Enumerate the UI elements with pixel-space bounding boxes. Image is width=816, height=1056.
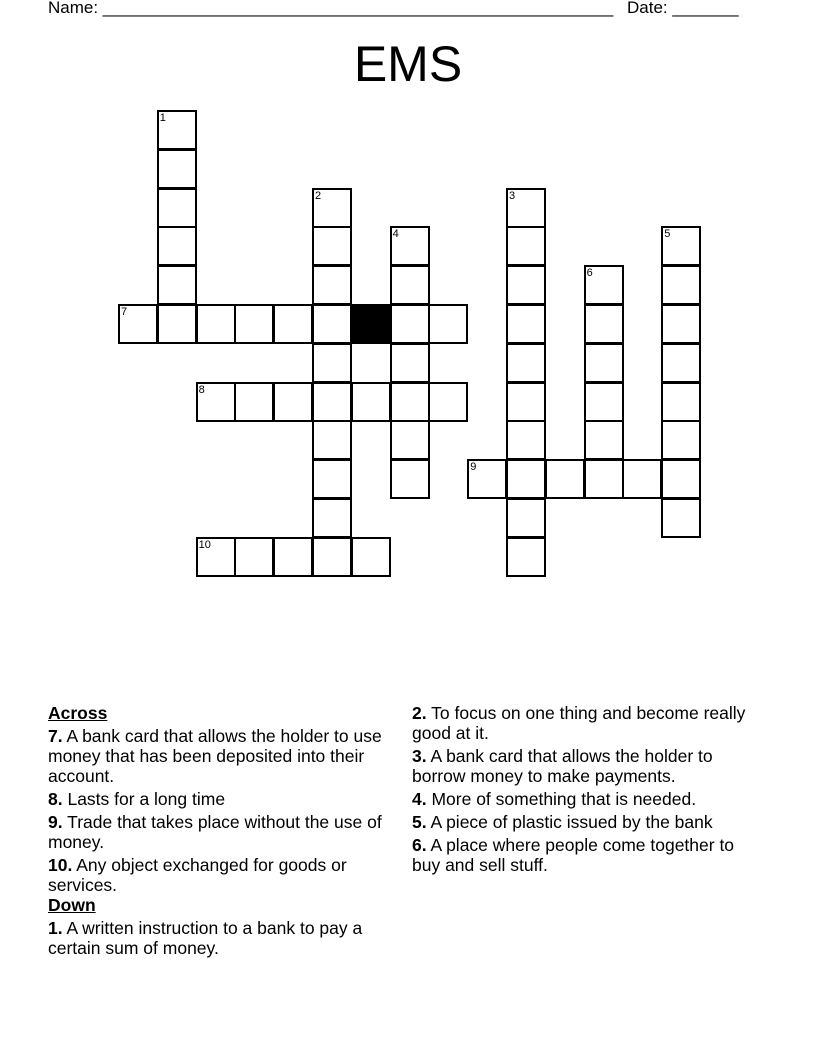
grid-cell[interactable] <box>506 498 546 538</box>
grid-cell[interactable] <box>312 420 352 460</box>
clue-down-1 <box>48 918 393 958</box>
grid-cell[interactable] <box>390 343 430 383</box>
clue-number: 6. <box>412 835 427 855</box>
grid-cell[interactable] <box>428 304 468 344</box>
clue-number: 10. <box>48 855 73 875</box>
grid-cell[interactable] <box>390 420 430 460</box>
clue-number-label: 8 <box>198 383 205 396</box>
clue-text: Trade that takes place without the use of money. <box>48 812 382 852</box>
clue-number-label: 6 <box>586 267 593 280</box>
grid-cell[interactable] <box>506 226 546 266</box>
grid-cell[interactable] <box>196 304 236 344</box>
grid-cell[interactable] <box>157 304 197 344</box>
clue-number-label: 3 <box>509 189 516 202</box>
name-field: Name: ______________________________________________________ <box>48 0 614 17</box>
clue-text: To focus on one thing and become really good at it. <box>412 703 746 743</box>
grid-cell[interactable] <box>390 265 430 305</box>
clue-number-label: 7 <box>121 306 128 318</box>
clue-number-label: 1 <box>159 112 166 124</box>
clue-text: A bank card that allows the holder to use money that has been deposited into their account. <box>48 726 382 786</box>
grid-cell[interactable] <box>390 382 430 422</box>
grid-cell[interactable] <box>584 420 624 460</box>
grid-cell[interactable] <box>661 226 701 266</box>
grid-cell[interactable] <box>506 188 546 228</box>
grid-cell[interactable] <box>312 498 352 538</box>
clue-down-3 <box>412 746 757 786</box>
grid-cell[interactable] <box>661 343 701 383</box>
clue-down-5 <box>412 812 757 832</box>
grid-cell[interactable] <box>196 382 236 422</box>
page-title: EMS <box>353 36 463 92</box>
grid-cell[interactable] <box>312 382 352 422</box>
clue-across-9 <box>48 812 393 852</box>
clue-number: 7. <box>48 726 63 746</box>
clue-number-label: 10 <box>198 538 211 551</box>
grid-cell[interactable] <box>545 459 585 499</box>
grid-cell[interactable] <box>661 420 701 460</box>
grid-cell[interactable] <box>390 226 430 266</box>
grid-cell[interactable] <box>390 304 430 344</box>
grid-cell[interactable] <box>506 459 546 499</box>
grid-cell[interactable] <box>234 537 274 577</box>
grid-cell[interactable] <box>467 459 507 499</box>
grid-cell[interactable] <box>584 459 624 499</box>
grid-cell[interactable] <box>273 537 313 577</box>
grid-cell[interactable] <box>312 537 352 577</box>
grid-cell[interactable] <box>157 110 197 150</box>
grid-cell[interactable] <box>622 459 662 499</box>
grid-cell[interactable] <box>351 537 391 577</box>
grid-cell[interactable] <box>312 343 352 383</box>
clue-down-4 <box>412 789 757 809</box>
grid-cell[interactable] <box>390 459 430 499</box>
grid-cell[interactable] <box>312 304 352 344</box>
grid-cell[interactable] <box>506 265 546 305</box>
grid-cell[interactable] <box>661 265 701 305</box>
grid-cell[interactable] <box>428 382 468 422</box>
grid-cell[interactable] <box>661 459 701 499</box>
clue-text: A written instruction to a bank to pay a certain sum of money. <box>48 918 363 958</box>
clues-right-column <box>412 703 757 878</box>
grid-cell[interactable] <box>234 304 274 344</box>
grid-cell[interactable] <box>584 265 624 305</box>
grid-cell[interactable] <box>661 498 701 538</box>
clue-number: 2. <box>412 703 427 723</box>
clue-across-7 <box>48 726 393 786</box>
grid-cell[interactable] <box>506 537 546 577</box>
clue-number-label: 5 <box>664 228 671 241</box>
clue-number-label: 9 <box>470 461 477 474</box>
clue-down-6 <box>412 835 757 875</box>
clue-across-10 <box>48 855 393 895</box>
across-heading: Across <box>48 703 108 723</box>
grid-cell[interactable] <box>351 382 391 422</box>
grid-cell[interactable] <box>506 420 546 460</box>
clue-number: 5. <box>412 812 427 832</box>
grid-cell[interactable] <box>273 382 313 422</box>
grid-cell[interactable] <box>157 265 197 305</box>
clue-number-label: 4 <box>392 228 399 241</box>
grid-cell[interactable] <box>506 304 546 344</box>
clue-number: 9. <box>48 812 63 832</box>
clue-text: A piece of plastic issued by the bank <box>426 812 713 832</box>
grid-cell[interactable] <box>506 343 546 383</box>
grid-cell[interactable] <box>312 226 352 266</box>
grid-cell[interactable] <box>312 459 352 499</box>
grid-cell[interactable] <box>118 304 158 344</box>
clue-number: 1. <box>48 918 63 938</box>
grid-cell[interactable] <box>661 304 701 344</box>
grid-cell[interactable] <box>234 382 274 422</box>
clue-text: Any object exchanged for goods or services. <box>48 855 347 895</box>
clue-text: Lasts for a long time <box>62 789 226 809</box>
grid-cell[interactable] <box>157 188 197 228</box>
clue-number: 8. <box>48 789 63 809</box>
grid-cell[interactable] <box>273 304 313 344</box>
clue-number: 3. <box>412 746 427 766</box>
down-heading: Down <box>48 895 96 915</box>
blocked-cell <box>351 304 391 344</box>
clue-across-8 <box>48 789 393 809</box>
clues-left-column <box>48 703 393 961</box>
clue-number-label: 2 <box>315 189 322 202</box>
clue-text: A place where people come together to buy and sell stuff. <box>412 835 735 875</box>
date-field: Date: _______ <box>627 0 739 17</box>
grid-cell[interactable] <box>312 188 352 228</box>
clue-text: A bank card that allows the holder to borrow money to make payments. <box>412 746 713 786</box>
clue-down-2 <box>412 703 757 743</box>
grid-cell[interactable] <box>661 382 701 422</box>
clue-text: More of something that is needed. <box>426 789 697 809</box>
grid-cell[interactable] <box>584 304 624 344</box>
grid-cell[interactable] <box>312 265 352 305</box>
grid-cell[interactable] <box>506 382 546 422</box>
grid-cell[interactable] <box>196 537 236 577</box>
clue-number: 4. <box>412 789 427 809</box>
grid-cell[interactable] <box>584 382 624 422</box>
grid-cell[interactable] <box>157 226 197 266</box>
grid-cell[interactable] <box>157 149 197 189</box>
grid-cell[interactable] <box>584 343 624 383</box>
